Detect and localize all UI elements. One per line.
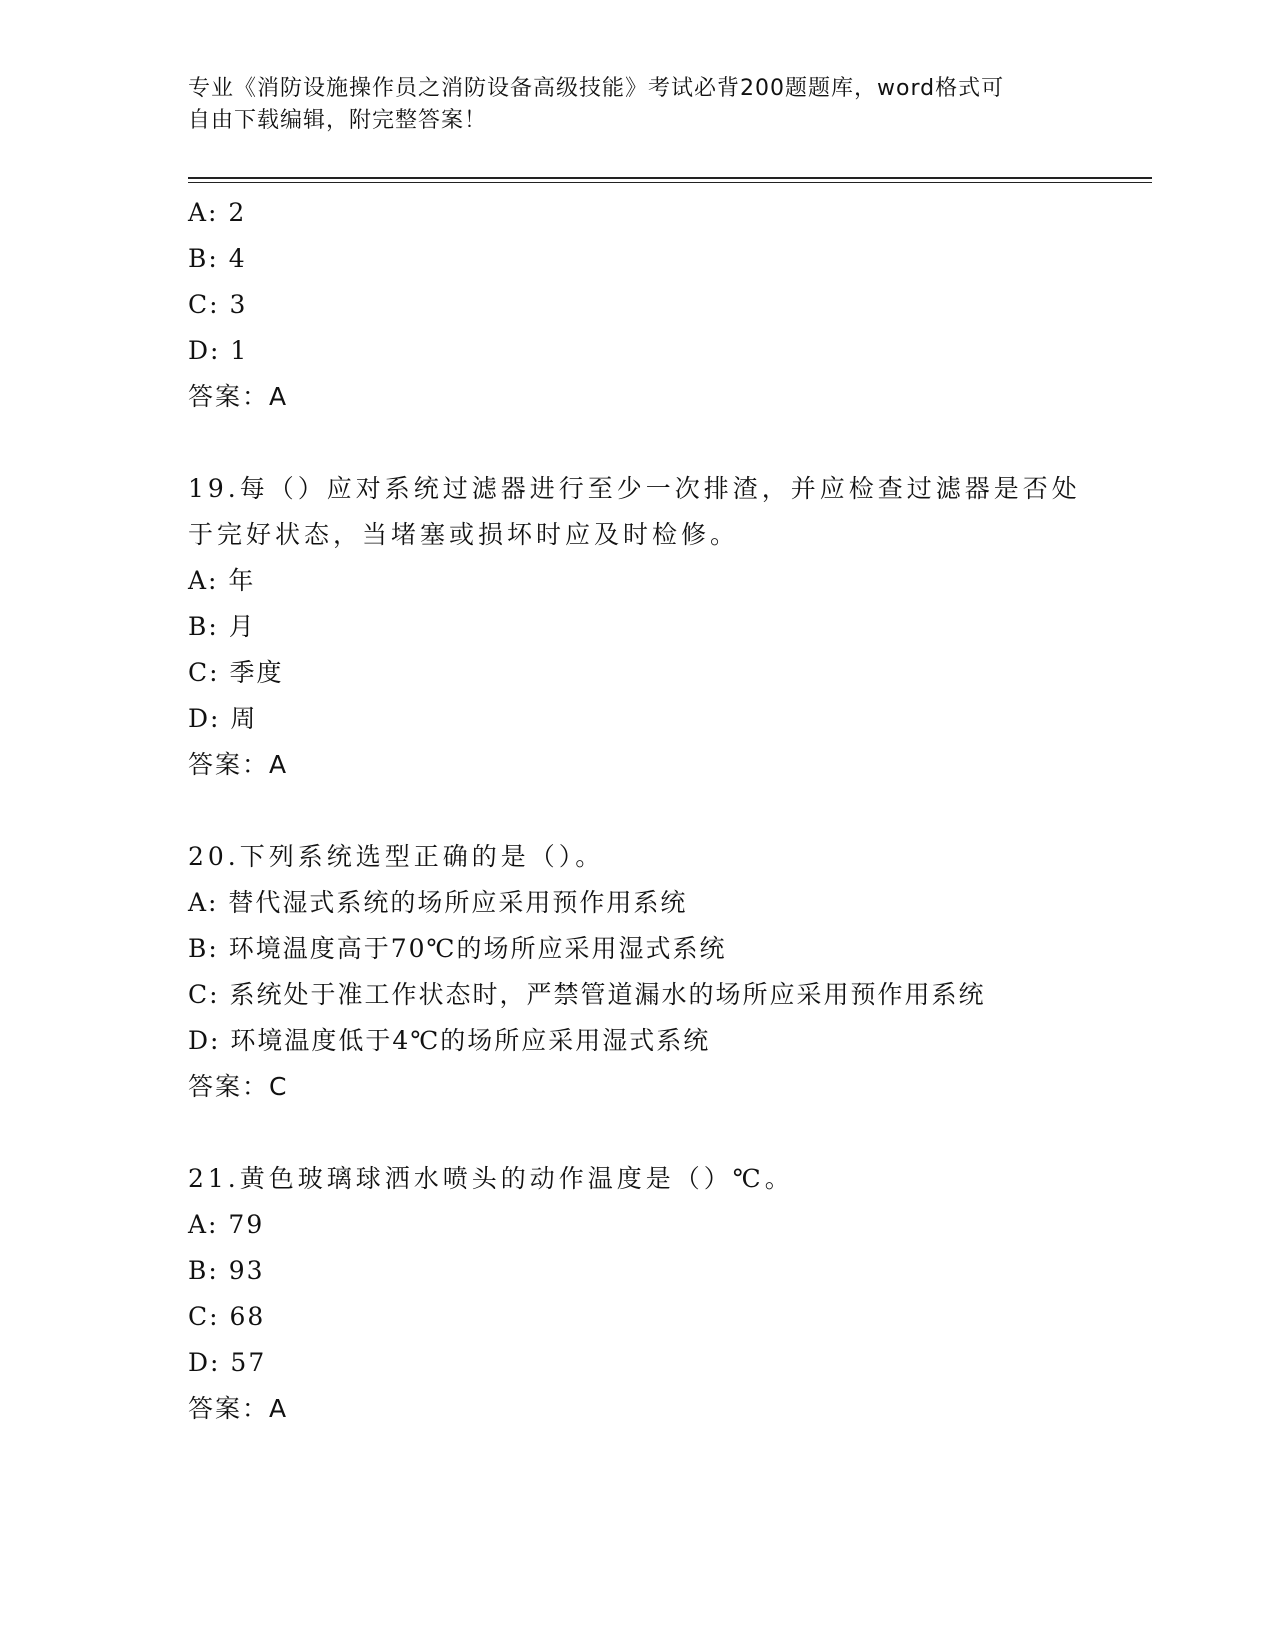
answer-line: 答案：A <box>188 382 289 411</box>
option-a: A: 79 <box>188 1210 265 1239</box>
question-21 <box>188 1156 1088 1432</box>
option-b: B: 月 <box>188 612 256 641</box>
option-d: D: 环境温度低于4℃的场所应采用湿式系统 <box>188 1026 711 1055</box>
question-list <box>188 190 1088 1432</box>
option-a: A: 替代湿式系统的场所应采用预作用系统 <box>188 888 688 917</box>
document-header <box>188 73 1088 137</box>
option-c: C: 68 <box>188 1302 266 1331</box>
option-c: C: 3 <box>188 290 248 319</box>
option-b: B: 环境温度高于70℃的场所应采用湿式系统 <box>188 934 727 963</box>
option-d: D: 57 <box>188 1348 267 1377</box>
header-divider-thick <box>188 177 1152 179</box>
option-d: D: 周 <box>188 704 258 733</box>
header-divider-thin <box>188 182 1152 183</box>
option-a: A: 年 <box>188 566 256 595</box>
question-text: 19.每（）应对系统过滤器进行至少一次排渣，并应检查过滤器是否处 <box>188 474 1081 503</box>
option-d: D: 1 <box>188 336 249 365</box>
question-text-continued: 于完好状态，当堵塞或损坏时应及时检修。 <box>188 520 740 549</box>
header-title-line1: 专业《消防设施操作员之消防设备高级技能》考试必背200题题库，word格式可 <box>188 76 1005 101</box>
previous-question-tail <box>188 190 1088 420</box>
question-text: 21.黄色玻璃球洒水喷头的动作温度是（）℃。 <box>188 1164 794 1193</box>
option-c: C: 季度 <box>188 658 284 687</box>
header-title-line2: 自由下载编辑，附完整答案！ <box>188 108 488 133</box>
option-b: B: 4 <box>188 244 247 273</box>
answer-line: 答案：A <box>188 1394 289 1423</box>
question-20 <box>188 834 1088 1110</box>
answer-line: 答案：A <box>188 750 289 779</box>
answer-line: 答案：C <box>188 1072 289 1101</box>
option-c: C: 系统处于准工作状态时，严禁管道漏水的场所应采用预作用系统 <box>188 980 986 1009</box>
option-a: A: 2 <box>188 198 247 227</box>
option-b: B: 93 <box>188 1256 265 1285</box>
question-19 <box>188 466 1088 788</box>
question-text: 20.下列系统选型正确的是（）。 <box>188 842 605 871</box>
